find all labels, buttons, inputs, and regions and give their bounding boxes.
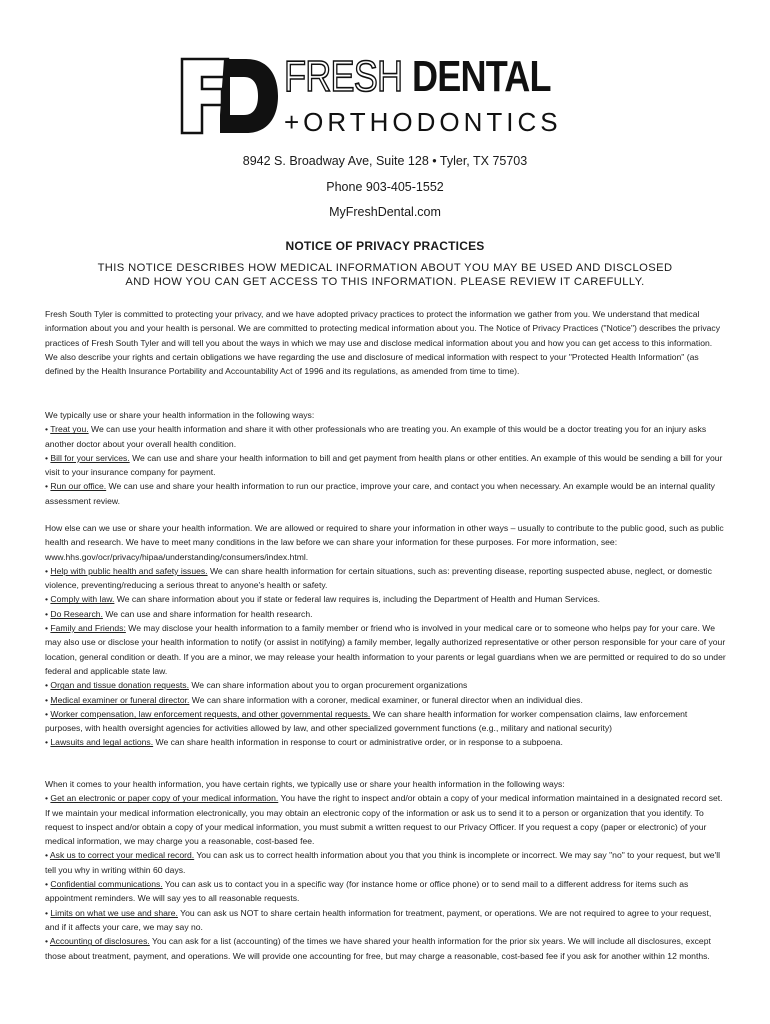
item-text: We can share information about you if state or federal law requires is, including the Department of Health and Human Services.: [114, 594, 601, 605]
list-item: • Family and Friends: We may disclose your health information to a family member or friend who is involved in your medical care or to someone who helps pay for your care. We may also use or disclose your health information to notify (or assist in notifying) a family member, legally authorized representative or other person responsible for your care of your location, general condition or death. If you are a minor, we may release your health information to your parents or legal guardians when we are permitted or required to do so under federal and applicable state law.: [45, 623, 726, 676]
list-item: • Bill for your services. We can use and share your health information to bill and get payment from health plans or other entities. An example of this would be sending a bill for your visit to your insurance company for payment.: [45, 452, 723, 478]
fd-monogram-icon: [180, 55, 280, 135]
list-item: • Organ and tissue donation requests. We can share information about you to organ procurement organizations: [45, 680, 468, 691]
list-item: • Do Research. We can use and share information for health research.: [45, 608, 313, 619]
item-text: You can ask us to correct health information about you that you think is incomplete or incorrect. We may say "no" to your request, but we'll tell you why in writing within 60 days.: [45, 850, 721, 875]
item-label: Run our office.: [50, 481, 107, 492]
item-label: Lawsuits and legal actions.: [50, 737, 154, 748]
list-item: • Run our office. We can use and share your health information to run our practice, improve your care, and contact you when necessary. An example would be an internal quality assessment review.: [45, 481, 715, 506]
logo-brand-bold: DENTAL: [412, 52, 551, 101]
rights-heading: When it comes to your health information, you have certain rights, we typically use or share your health information in the following ways:: [45, 779, 565, 789]
intro-section: [45, 307, 727, 378]
item-label: Comply with law.: [50, 594, 115, 605]
list-item: • Limits on what we use and share. You can ask us NOT to share certain health information for treatment, payment, or operations. We are not required to agree to your request, and if it affects your care, we may say no.: [45, 907, 712, 932]
item-label: Confidential communications.: [50, 879, 163, 890]
item-text: You have the right to inspect and/or obtain a copy of your medical information maintained in a designated record set. If we maintain your medical information electronically, you may obtain an electronic copy of the information or ask us to send it to a person or organization that you identify. To request to inspect and/or obtain a copy of your medical information, you must submit a written request to our Privacy Officer. If you request a copy (paper or electronic) of your medical information, we may charge you a reasonable, cost-based fee.: [45, 793, 723, 847]
rights-section: [45, 777, 727, 963]
list-item: • Accounting of disclosures. You can ask for a list (accounting) of the times we have shared your health information for the prior six years. We will include all disclosures, except those about treatment, payment, and operations. We will provide one accounting for free, but may charge a reasonable, cost-based fee if you ask for another within 12 months.: [45, 936, 711, 961]
item-label: Do Research.: [50, 608, 103, 619]
practice-address: 8942 S. Broadway Ave, Suite 128 • Tyler, TX 75703: [242, 154, 528, 168]
item-label: Accounting of disclosures.: [49, 936, 150, 947]
item-text: We can use and share your health information to bill and get payment from health plans or other entities. An example of this would be sending a bill for your visit to your insurance company for payment.: [45, 452, 723, 478]
item-text: We can share health information in response to court or administrative order, or in response to a subpoena.: [153, 737, 563, 748]
intro-paragraph: Fresh South Tyler is committed to protecting your privacy, and we have adopted privacy practices to protect the information we gather from you. We understand that medical information about you and your health is personal. We are committed to protecting medical information about you. The Notice of Privacy Practices ("Notice") describes the privacy practices of Fresh South Tyler and will tell you about the ways in which we may use and disclose medical information about you and how you can get access to this information. We also describe your rights and certain obligations we have regarding the use and disclosure of medical information with respect to your "Protected Health Information" (as defined by the Health Insurance Portability and Accountability Act of 1996 and its regulations, as amended from time to time).: [45, 309, 720, 377]
item-label: Organ and tissue donation requests.: [50, 680, 189, 691]
item-text: We may disclose your health information to a family member or friend who is involved in your medical care or to someone who helps pay for your care. We may also use or disclose your health information to notify (or assist in notifying) a family member, legally authorized representative or other person responsible for your care of your location, general condition or death. If you are a minor, we may release your health information to your parents or legal guardians when we are permitted or required to do so under federal and applicable state law.: [45, 623, 726, 676]
item-label: Ask us to correct your medical record.: [49, 850, 195, 861]
typical-uses-section: [45, 408, 727, 508]
list-item: • Worker compensation, law enforcement requests, and other governmental requests. We can share health information for worker compensation claims, law enforcement purposes, with health oversight agencies for activities allowed by law, and other specialized government functions (e.g., military and national security): [45, 708, 688, 734]
item-text: We can use and share information for health research.: [102, 608, 313, 619]
item-text: We can use your health information and share it with other professionals who are treating you. An example of this would be a doctor treating you for an injury asks another doctor about your overall health condition.: [45, 424, 707, 449]
item-text: We can share information with a coroner, medical examiner, or funeral director when an individual dies.: [189, 694, 583, 705]
logo-brand-light: FRESH: [284, 52, 403, 101]
fresh-dental-logo: [180, 52, 572, 139]
item-text: You can ask for a list (accounting) of the times we have shared your health information for the prior six years. We will include all disclosures, except those about treatment, payment, and operations. We will provide one accounting for free, but may charge a reasonable, cost-based fee if you ask for another within 12 months.: [45, 936, 711, 961]
notice-subtitle-line1: THIS NOTICE DESCRIBES HOW MEDICAL INFORMATION ABOUT YOU MAY BE USED AND DISCLOSED: [97, 262, 673, 274]
other-uses-heading: How else can we use or share your health information. We are allowed or required to share your information in other ways – usually to contribute to the public good, such as public health and research. We have to meet many conditions in the law before we can share your information for these purposes. For more information, see: www.hhs.gov/ocr/privacy/hipaa/understanding/consumers/index.html.: [45, 523, 724, 562]
list-item: • Confidential communications. You can ask us to contact you in a specific way (for instance home or office phone) or to send mail to a different address for items such as appointment reminders. We will say yes to all reasonable requests.: [45, 879, 689, 904]
item-label: Bill for your services.: [50, 452, 130, 463]
item-text: You can ask us to contact you in a specific way (for instance home or office phone) or to send mail to a different address for items such as appointment reminders. We will say yes to all reasonable requests.: [45, 879, 689, 904]
other-uses-section: [45, 521, 727, 750]
item-text: We can share health information for certain situations, such as: preventing disease, reporting suspected abuse, neglect, or domestic violence, preventing/reducing a serious threat to anyone's health or safety.: [45, 565, 712, 591]
list-item: • Lawsuits and legal actions. We can share health information in response to court or administrative order, or in response to a subpoena.: [45, 737, 563, 748]
list-item: • Comply with law. We can share information about you if state or federal law requires is, including the Department of Health and Human Services.: [45, 594, 601, 605]
logo-tagline: +ORTHODONTICS: [284, 107, 562, 137]
practice-website: MyFreshDental.com: [329, 205, 441, 219]
practice-phone: Phone 903-405-1552: [326, 180, 444, 194]
list-item: • Help with public health and safety issues. We can share health information for certain situations, such as: preventing disease, reporting suspected abuse, neglect, or domestic violence, preventing/reducing a serious threat to anyone's health or safety.: [45, 565, 712, 591]
item-label: Family and Friends:: [50, 623, 126, 634]
item-label: Help with public health and safety issues.: [50, 565, 208, 576]
item-text: We can share information about you to organ procurement organizations: [188, 680, 468, 691]
item-label: Get an electronic or paper copy of your medical information.: [50, 793, 279, 804]
notice-title: NOTICE OF PRIVACY PRACTICES: [285, 239, 485, 253]
item-text: You can ask us NOT to share certain health information for treatment, payment, or operations. We are not required to agree to your request, and if it affects your care, we may say no.: [45, 907, 712, 932]
item-label: Medical examiner or funeral director.: [50, 694, 190, 705]
list-item: • Get an electronic or paper copy of your medical information. You have the right to inspect and/or obtain a copy of your medical information maintained in a designated record set. If we maintain your medical information electronically, you may obtain an electronic copy of the information or ask us to send it to a person or organization that you identify. To request to inspect and/or obtain a copy of your medical information, you must submit a written request to our Privacy Officer. If you request a copy (paper or electronic) of your medical information, we may charge you a reasonable, cost-based fee.: [45, 793, 723, 847]
item-label: Treat you.: [50, 424, 89, 435]
list-item: • Medical examiner or funeral director. We can share information with a coroner, medical examiner, or funeral director when an individual dies.: [45, 694, 583, 705]
notice-subtitle: [0, 262, 770, 289]
list-item: • Ask us to correct your medical record. You can ask us to correct health information about you that you think is incomplete or incorrect. We may say "no" to your request, but we'll tell you why in writing within 60 days.: [45, 850, 721, 875]
item-text: We can share health information for worker compensation claims, law enforcement purposes, with health oversight agencies for activities allowed by law, and other specialized government functions (e.g., military and national security): [45, 708, 688, 734]
notice-subtitle-line2: AND HOW YOU CAN GET ACCESS TO THIS INFORMATION. PLEASE REVIEW IT CAREFULLY.: [125, 275, 645, 288]
item-label: Limits on what we use and share.: [50, 907, 178, 918]
list-item: • Treat you. We can use your health information and share it with other professionals who are treating you. An example of this would be a doctor treating you for an injury asks another doctor about your overall health condition.: [45, 424, 707, 449]
item-label: Worker compensation, law enforcement requests, and other governmental requests.: [50, 708, 371, 719]
item-text: We can use and share your health information to run our practice, improve your care, and contact you when necessary. An example would be an internal quality assessment review.: [45, 481, 715, 506]
typical-uses-heading: We typically use or share your health information in the following ways:: [45, 410, 315, 420]
